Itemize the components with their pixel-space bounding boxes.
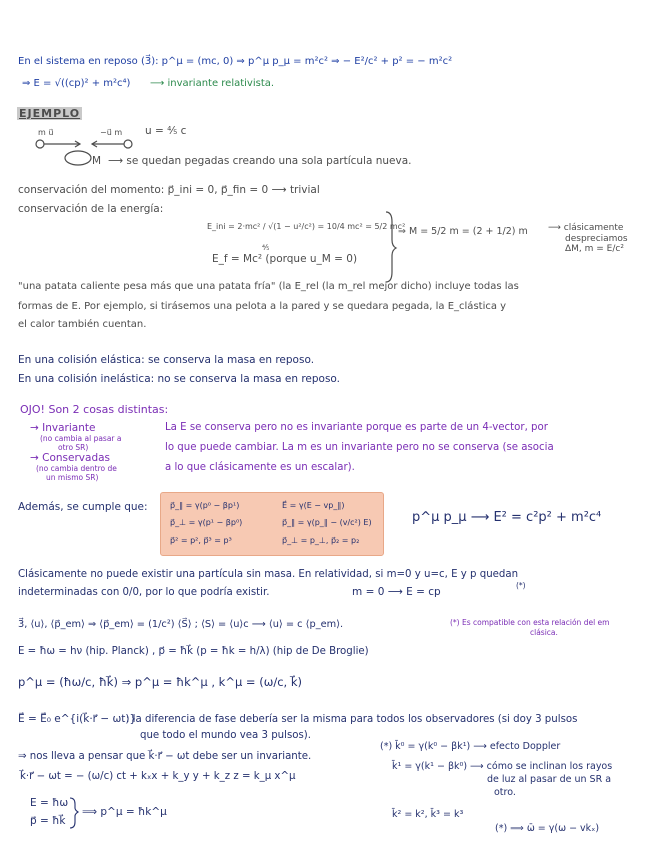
conserved-label: → Conservadas — [30, 452, 111, 464]
aberration-note-2: de luz al pasar de un SR a — [487, 774, 612, 785]
quote-line-1: "una patata caliente pesa más que una patata fría" (la E_rel (la m_rel mejor dicho) incluye todas las — [18, 281, 519, 292]
transform-4: E⃗ = γ(E − vp_∥) — [282, 501, 345, 510]
classical-line-1: Clásicamente no puede existir una partícula sin masa. En relatividad, si m=0 y u=c, E y p quedan — [18, 569, 519, 580]
four-momentum-result: ⟹ p^μ = ħk^μ — [82, 806, 167, 818]
energy-momentum-relation: p^μ p_μ ⟶ E² = c²p² + m²c⁴ — [412, 510, 602, 525]
collision-description: ⟶ se quedan pegadas creando una sola partícula nueva. — [108, 155, 412, 167]
invariant-phase: ⇒ nos lleva a pensar que k⃗·r⃗ − ωt debe ser un invariante. — [18, 751, 312, 762]
planck-energy: E = ħω — [30, 797, 69, 809]
classical-note-3: ΔM, m = E/c² — [565, 244, 624, 254]
transform-5: p⃗_∥ = γ(p_∥ − (v/c²) E) — [282, 518, 372, 527]
conserved-note-1: (no cambia dentro de — [36, 464, 117, 473]
planck-debroglie: E = ħω = hν (hip. Planck) , p⃗ = ħk⃗ (p = ħk = h/λ) (hip de De Broglie) — [18, 646, 369, 657]
transverse-components: k̄² = k², k̄³ = k³ — [392, 809, 464, 820]
velocity-value: u = ⁴⁄₅ c — [145, 125, 187, 137]
debroglie-momentum: p⃗ = ħk⃗ — [30, 815, 66, 827]
ademas-label: Además, se cumple que: — [18, 501, 148, 513]
classical-line-2: indeterminadas con 0/0, por lo que podría existir. — [18, 587, 270, 598]
frequency-transform: (*) ⟹ ω̄ = γ(ω − vkₓ) — [495, 823, 600, 834]
momentum-conservation: conservación del momento: p⃗_ini = 0, p⃗_fin = 0 ⟶ trivial — [18, 184, 320, 196]
classical-note-2: despreciamos — [565, 234, 628, 244]
massless-relation: m = 0 ⟶ E = cp — [352, 586, 441, 598]
four-momentum-wave: p^μ = (ħω/c, ħk⃗) ⇒ p^μ = ħk^μ , k^μ = (ω/c, k⃗) — [18, 675, 302, 689]
invariant-note-2: otro SR) — [58, 443, 89, 452]
poynting-note: (*) Es compatible con esta relación del em — [450, 618, 610, 627]
doppler-relation: (*) k̄⁰ = γ(k⁰ − βk¹) ⟶ efecto Doppler — [380, 741, 561, 752]
diagram-label-mass: M — [92, 155, 102, 167]
initial-energy: E_ini = 2·mc² / √(1 − u²/c²) = 10/4 mc² = 5/2 mc² — [207, 222, 406, 231]
elastic-collision: En una colisión elástica: se conserva la masa en reposo. — [18, 354, 315, 366]
aberration-relation: k̄¹ = γ(k¹ − βk⁰) ⟶ cómo se inclinan los rayos — [392, 761, 613, 772]
aberration-note-3: otro. — [494, 787, 516, 798]
energy-formula: ⇒ E = √((cp)² + m²c⁴) — [22, 78, 131, 89]
transform-1: p⃗_∥ = γ(p⁰ − βp¹) — [170, 501, 240, 510]
plane-wave: E⃗ = E⃗₀ e^{i(k⃗·r⃗ − ωt)} — [18, 713, 137, 725]
energy-conservation: conservación de la energía: — [18, 203, 164, 215]
mass-result: ⇒ M = 5/2 m = (2 + 1/2) m — [398, 226, 528, 237]
inelastic-collision: En una colisión inelástica: no se conserva la masa en reposo. — [18, 373, 341, 385]
section-title-ejemplo: EJEMPLO — [19, 107, 81, 120]
poynting-note-2: clásica. — [530, 628, 558, 637]
phase-expansion: k⃗·r⃗ − ωt = − (ω/c) ct + kₓx + k_y y + k_z z = k_μ x^μ — [20, 771, 296, 782]
diagram-label-right: −u⃗ m — [100, 128, 123, 137]
quote-line-3: el calor también cuentan. — [18, 319, 147, 330]
classical-asterisk: (*) — [516, 581, 526, 590]
poynting-relation: 3⃗, ⟨u⟩, ⟨p⃗_em⟩ ⇒ ⟨p⃗_em⟩ = (1/c²) ⟨S⃗⟩ ; ⟨S⟩ = ⟨u⟩c ⟶ ⟨u⟩ = c ⟨p_em⟩. — [18, 619, 344, 630]
transform-2: p⃗_⊥ = γ(p¹ − βp⁰) — [170, 518, 243, 527]
invariant-note: ⟶ invariante relativista. — [150, 78, 275, 89]
ojo-text-3: a lo que clásicamente es un escalar). — [165, 462, 355, 473]
rest-frame-line: En el sistema en reposo (3⃗): p^μ = (mc, 0) ⇒ p^μ p_μ = m²c² ⇒ − E²/c² + p² = − m²c² — [18, 56, 453, 67]
initial-energy-subscript: ⁴⁄₅ — [262, 243, 270, 252]
classical-note: ⟶ clásicamente — [548, 223, 624, 233]
ojo-title: OJO! Son 2 cosas distintas: — [20, 403, 169, 416]
ojo-text-2: lo que puede cambiar. La m es un invariante pero no se conserva (se asocia — [165, 442, 554, 453]
final-energy: E_f = Mc² (porque u_M = 0) — [212, 253, 358, 265]
conserved-note-2: un mismo SR) — [46, 473, 99, 482]
invariant-note-1: (no cambia al pasar a — [40, 434, 122, 443]
phase-text-2: que todo el mundo vea 3 pulsos). — [140, 730, 312, 741]
transform-3: p⃗² = p², p⃗³ = p³ — [170, 536, 232, 545]
transform-6: p⃗_⊥ = p_⊥, p⃗₂ = p₂ — [282, 536, 360, 545]
invariant-label: → Invariante — [30, 422, 96, 434]
diagram-label-left: m u⃗ — [38, 128, 54, 137]
phase-text-1: : la diferencia de fase debería ser la misma para todos los observadores (si doy 3 pulsos — [126, 714, 578, 725]
quote-line-2: formas de E. Por ejemplo, si tirásemos una pelota a la pared y se quedara pegada, la E_clástica y — [18, 301, 507, 312]
ojo-text-1: La E se conserva pero no es invariante porque es parte de un 4-vector, por — [165, 422, 548, 433]
